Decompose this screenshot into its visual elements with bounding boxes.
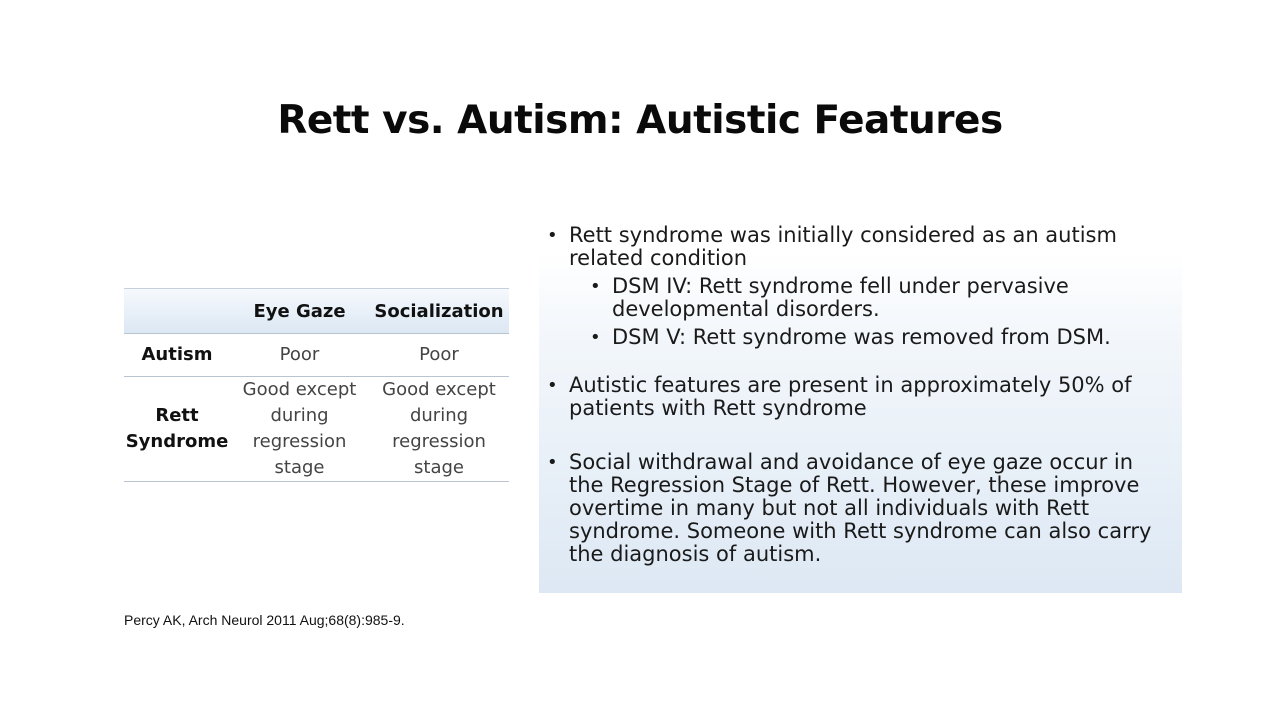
table-row-autism [124,334,509,377]
table-row-rett-syndrome [124,377,509,482]
row-label-rett-syndrome [124,377,230,482]
row-label-rett-line2: Syndrome [125,431,229,452]
header-empty-cell [124,289,230,334]
sub-bullet-text: DSM IV: Rett syndrome fell under pervasive developmental disorders. [612,274,1069,321]
bullet-item-autistic-features [547,374,1167,420]
cell-rett-socialization-text: Good except during regression stage [382,379,496,478]
bullet-glyph: • [590,276,601,297]
row-label-autism: Autism [124,334,230,377]
table-header-row [124,289,509,334]
cell-rett-eye-gaze-text: Good except during regression stage [242,379,357,478]
header-eye-gaze: Eye Gaze [230,289,369,334]
bullet-panel [539,222,1182,593]
bullet-item-social-withdrawal [547,451,1167,566]
bullet-text: Social withdrawal and avoidance of eye gaze occur in the Regression Stage of Rett. However, these improve overtime in many but not all individuals with Rett syndrome. Someone with Rett syndrome can also carry the diagnosis of autism. [569,450,1152,566]
bullet-glyph: • [547,225,558,246]
bullet-text: Autistic features are present in approximately 50% of patients with Rett syndrome [569,373,1132,420]
comparison-table [124,288,509,482]
cell-autism-eye-gaze: Poor [230,334,369,377]
row-label-rett-line1: Rett [155,405,199,426]
cell-rett-socialization [369,377,509,482]
bullet-glyph: • [547,375,558,396]
bullet-item-initial-consideration [547,224,1167,270]
table-header [124,289,509,334]
bullet-glyph: • [547,452,558,473]
cell-rett-eye-gaze [230,377,369,482]
bullet-text: Rett syndrome was initially considered as an autism related condition [569,223,1117,270]
sub-bullet-text: DSM V: Rett syndrome was removed from DSM. [612,325,1111,349]
sub-bullet-dsm-v [590,326,1150,349]
bullet-glyph: • [590,327,601,348]
citation-text: Percy AK, Arch Neurol 2011 Aug;68(8):985-9. [124,612,405,628]
slide-title: Rett vs. Autism: Autistic Features [277,98,1003,143]
sub-bullet-dsm-iv [590,275,1150,321]
cell-autism-socialization: Poor [369,334,509,377]
table-body [124,334,509,482]
header-socialization: Socialization [369,289,509,334]
